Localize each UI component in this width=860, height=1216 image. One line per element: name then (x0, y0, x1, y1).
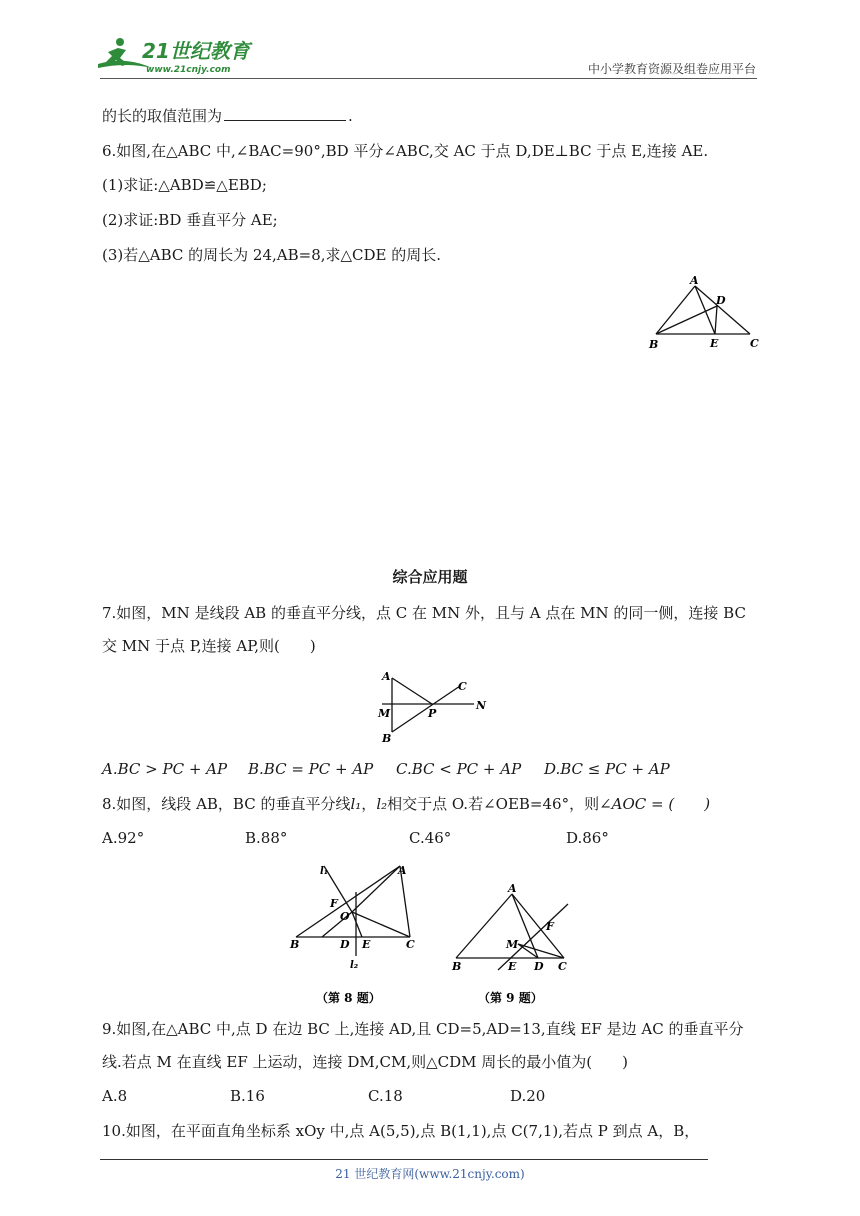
q8-label-e: E (362, 938, 371, 951)
q7-option-a[interactable]: A.BC > PC + AP (102, 760, 228, 778)
q7-figure (370, 668, 500, 744)
q6-label-c: C (750, 337, 759, 350)
q8-stem-a: 8.如图，线段 AB，BC 的垂直平分线 (102, 795, 351, 813)
q8-option-c[interactable]: C.46° (409, 829, 452, 847)
q9-label-f: F (546, 920, 554, 933)
answer-blank (224, 106, 346, 121)
logo-text: 21世纪教育 (142, 39, 250, 63)
q7-label-b: B (382, 732, 392, 744)
logo-url: www.21cnjy.com (146, 65, 231, 75)
q9-option-d[interactable]: D.20 (510, 1087, 546, 1105)
q10-stem: 10.如图，在平面直角坐标系 xOy 中,点 A(5,5),点 B(1,1),点 C(7,1),若点 P 到点 A，B， (102, 1122, 700, 1140)
q9-label-e: E (508, 960, 517, 973)
q6-label-a: A (690, 274, 699, 287)
q9-label-a: A (508, 882, 517, 895)
q6-label-e: E (710, 337, 719, 350)
q8-angle: ∠AOC = ( ) (599, 795, 711, 813)
q7-option-c[interactable]: C.BC < PC + AP (396, 760, 522, 778)
q6-label-d: D (716, 294, 726, 307)
q9-option-c[interactable]: C.18 (368, 1087, 403, 1105)
q5-tail-end: . (348, 107, 353, 125)
q9-label-m: M (506, 938, 519, 951)
q8-l2: l₂ (376, 795, 388, 813)
q7-option-b[interactable]: B.BC = PC + AP (248, 760, 374, 778)
q8-label-b: B (290, 938, 300, 951)
q7-label-a: A (382, 670, 391, 683)
q8-label-f: F (330, 897, 338, 910)
q7-stem-line2: 交 MN 于点 P,连接 AP,则( ) (102, 637, 316, 655)
q6-label-b: B (649, 338, 659, 351)
q8-l1: l₁ (350, 795, 362, 813)
q8-figure (282, 856, 432, 1012)
q5-tail (102, 106, 353, 126)
q9-label-d: D (534, 960, 544, 973)
q7-label-c: C (458, 680, 467, 693)
q9-label-b: B (452, 960, 462, 973)
q7-label-m: M (378, 707, 391, 720)
q8-sep: ， (361, 795, 377, 813)
footer-divider (100, 1159, 708, 1160)
q7-option-d[interactable]: D.BC ≤ PC + AP (544, 760, 670, 778)
section-title: 综合应用题 (392, 568, 468, 586)
q8-option-d[interactable]: D.86° (566, 829, 609, 847)
q6-part3: (3)若△ABC 的周长为 24,AB=8,求△CDE 的周长. (102, 246, 442, 264)
q8-option-b[interactable]: B.88° (245, 829, 288, 847)
footer-text: 21 世纪教育网(www.21cnjy.com) (335, 1167, 525, 1181)
q8-label-a: A (398, 864, 407, 877)
q8-stem-b: 相交于点 O.若∠OEB=46°，则 (387, 795, 600, 813)
q9-stem-line1: 9.如图,在△ABC 中,点 D 在边 BC 上,连接 AD,且 CD=5,AD=13,直线 EF 是边 AC 的垂直平分 (102, 1020, 744, 1038)
q8-label-c: C (406, 938, 415, 951)
q9-label-c: C (558, 960, 567, 973)
q7-label-p: P (428, 707, 437, 720)
q6-part1: (1)求证:△ABD≌△EBD; (102, 176, 267, 194)
q9-figure (446, 882, 582, 1012)
q9-stem-line2: 线.若点 M 在直线 EF 上运动，连接 DM,CM,则△CDM 周长的最小值为( ) (102, 1053, 628, 1071)
q8-label-d: D (340, 938, 350, 951)
site-logo (96, 34, 256, 78)
platform-name: 中小学教育资源及组卷应用平台 (587, 62, 756, 76)
q9-option-a[interactable]: A.8 (102, 1087, 128, 1105)
q7-label-n: N (476, 699, 487, 712)
q6-part2: (2)求证:BD 垂直平分 AE; (102, 211, 278, 229)
q8-label-l2: l₂ (350, 960, 359, 971)
q8-stem (102, 794, 710, 814)
header-divider (100, 78, 757, 79)
q8-label-l1: l₁ (320, 866, 329, 877)
q9-option-b[interactable]: B.16 (230, 1087, 265, 1105)
q6-figure (640, 272, 770, 356)
q8-option-a[interactable]: A.92° (102, 829, 145, 847)
q9-caption: （第 9 题） (478, 991, 543, 1005)
q8-label-o: O (340, 910, 350, 923)
q6-stem: 6.如图,在△ABC 中,∠BAC=90°,BD 平分∠ABC,交 AC 于点 D,DE⊥BC 于点 E,连接 AE. (102, 142, 709, 160)
q7-stem-line1: 7.如图，MN 是线段 AB 的垂直平分线，点 C 在 MN 外，且与 A 点在 MN 的同一侧，连接 BC (102, 604, 746, 622)
q8-caption: （第 8 题） (316, 991, 381, 1005)
q5-tail-text: 的长的取值范围为 (102, 107, 223, 125)
